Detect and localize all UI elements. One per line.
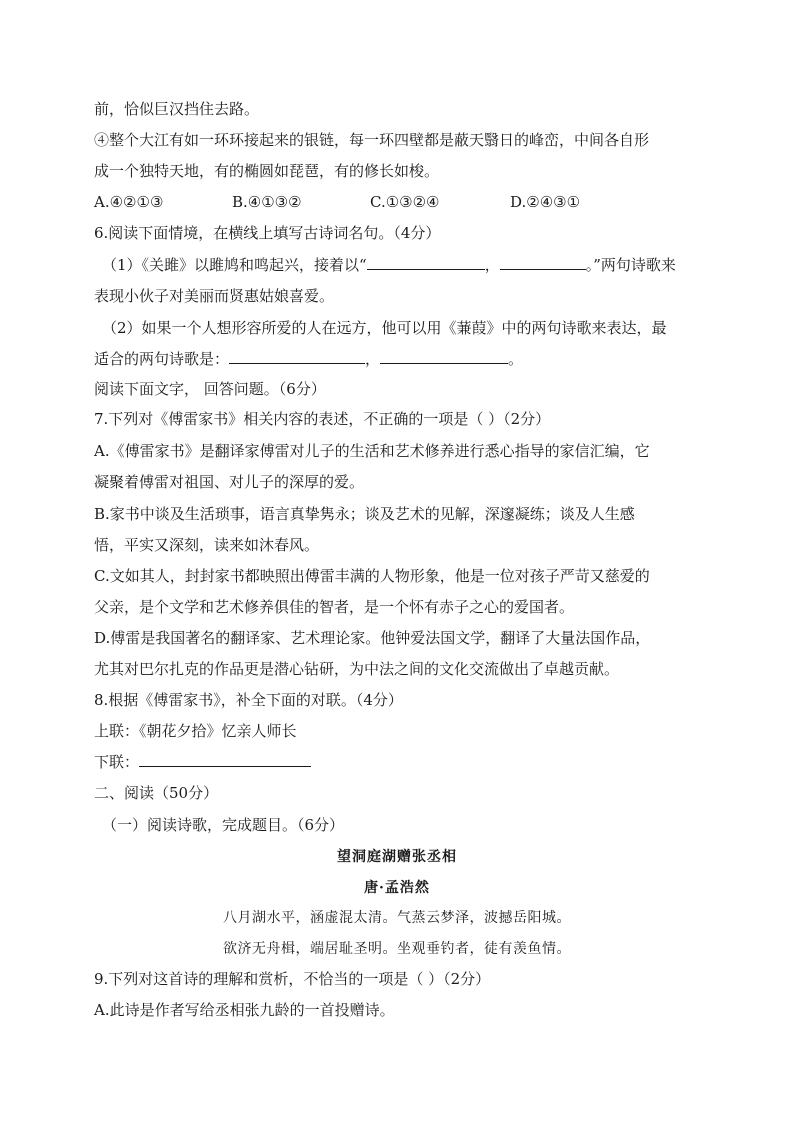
answer-blank[interactable]	[139, 752, 311, 767]
q5-option-a: A.④②①③	[94, 193, 164, 211]
q8-upper-couplet: 上联：《朝花夕拾》忆亲人师长	[94, 722, 297, 740]
q6-part2-end: 。	[508, 350, 524, 368]
poem-line-1: 八月湖水平，涵虚混太清。气蒸云梦泽，波撼岳阳城。	[223, 910, 571, 926]
q9-stem: 9.下列对这首诗的理解和赏析，不恰当的一项是（ ）（2分）	[94, 970, 491, 988]
q5-options	[94, 192, 580, 212]
q7-option-c-line2: 父亲，是个文学和艺术修养俱佳的智者，是一个怀有赤子之心的爱国者。	[94, 598, 575, 616]
q6-part2-lead: 适合的两句诗歌是：	[94, 350, 230, 368]
answer-blank[interactable]	[380, 349, 508, 364]
q5-option-d: D.②④③①	[510, 193, 581, 211]
q6-part1-tail: 。”两句诗歌来	[585, 256, 676, 274]
q6-part2-sep: ，	[365, 350, 381, 368]
section-2-heading: 二、阅读（50分）	[94, 784, 219, 802]
answer-blank[interactable]	[367, 255, 485, 270]
q6-part1	[102, 255, 676, 275]
passage-line-1: 前，恰似巨汉挡住去路。	[94, 100, 260, 118]
q7-option-a-line2: 凝聚着傅雷对祖国、对儿子的深厚的爱。	[94, 473, 365, 491]
q8-lower-label: 下联：	[94, 753, 140, 771]
q7-option-d-line1: D.傅雷是我国著名的翻译家、艺术理论家。他钟爱法国文学，翻译了大量法国作品，	[94, 629, 651, 647]
reading-intro: 阅读下面文字， 回答问题。（6分）	[94, 380, 326, 398]
q7-option-b-line1: B.家书中谈及生活琐事，语言真挚隽永；谈及艺术的见解，深邃凝练；谈及人生感	[94, 505, 635, 523]
q5-option-b: B.④①③②	[232, 193, 302, 211]
q5-option-c: C.①③②④	[370, 193, 440, 211]
q6-stem: 6.阅读下面情境，在横线上填写古诗词名句。（4分）	[94, 224, 441, 242]
answer-blank[interactable]	[500, 255, 586, 270]
q6-part2-cont	[94, 349, 523, 369]
q6-part1-sep: ，	[484, 256, 500, 274]
poem-title: 望洞庭湖赠张丞相	[337, 849, 457, 865]
q7-option-b-line2: 悟，平实又深刻，读来如沐春风。	[94, 536, 320, 554]
q6-part2: （2）如果一个人想形容所爱的人在远方，他可以用《蒹葭》中的两句诗歌来表达，最	[102, 319, 667, 337]
q8-stem: 8.根据《傅雷家书》，补全下面的对联。（4分）	[94, 691, 403, 709]
q6-part1-lead: （1）《关雎》以雎鸠和鸣起兴，接着以“	[102, 256, 367, 274]
q9-option-a: A.此诗是作者写给丞相张九龄的一首投赠诗。	[94, 1001, 395, 1019]
q6-part1-cont: 表现小伙子对美丽而贤惠姑娘喜爱。	[94, 287, 335, 305]
answer-blank[interactable]	[229, 349, 365, 364]
passage-line-3: 成一个独特天地，有的椭圆如琵琶，有的修长如梭。	[94, 162, 440, 180]
q7-option-a-line1: A.《傅雷家书》是翻译家傅雷对儿子的生活和艺术修养进行悉心指导的家信汇编，它	[94, 442, 650, 460]
q7-stem: 7.下列对《傅雷家书》相关内容的表述，不正确的一项是（ ）（2分）	[94, 410, 551, 428]
q8-lower-couplet	[94, 752, 311, 772]
poem-line-2: 欲济无舟楫，端居耻圣明。坐观垂钓者，徒有羡鱼情。	[223, 941, 571, 957]
passage-line-2: ④整个大江有如一环环接起来的银链，每一环四壁都是蔽天翳日的峰峦，中间各自形	[94, 131, 650, 149]
subsection-1-heading: （一）阅读诗歌，完成题目。（6分）	[102, 816, 345, 834]
poem-author: 唐·孟浩然	[364, 880, 430, 896]
q7-option-c-line1: C.文如其人，封封家书都映照出傅雷丰满的人物形象，他是一位对孩子严苛又慈爱的	[94, 567, 650, 585]
q7-option-d-line2: 尤其对巴尔扎克的作品更是潜心钻研，为中法之间的文化交流做出了卓越贡献。	[94, 660, 620, 678]
